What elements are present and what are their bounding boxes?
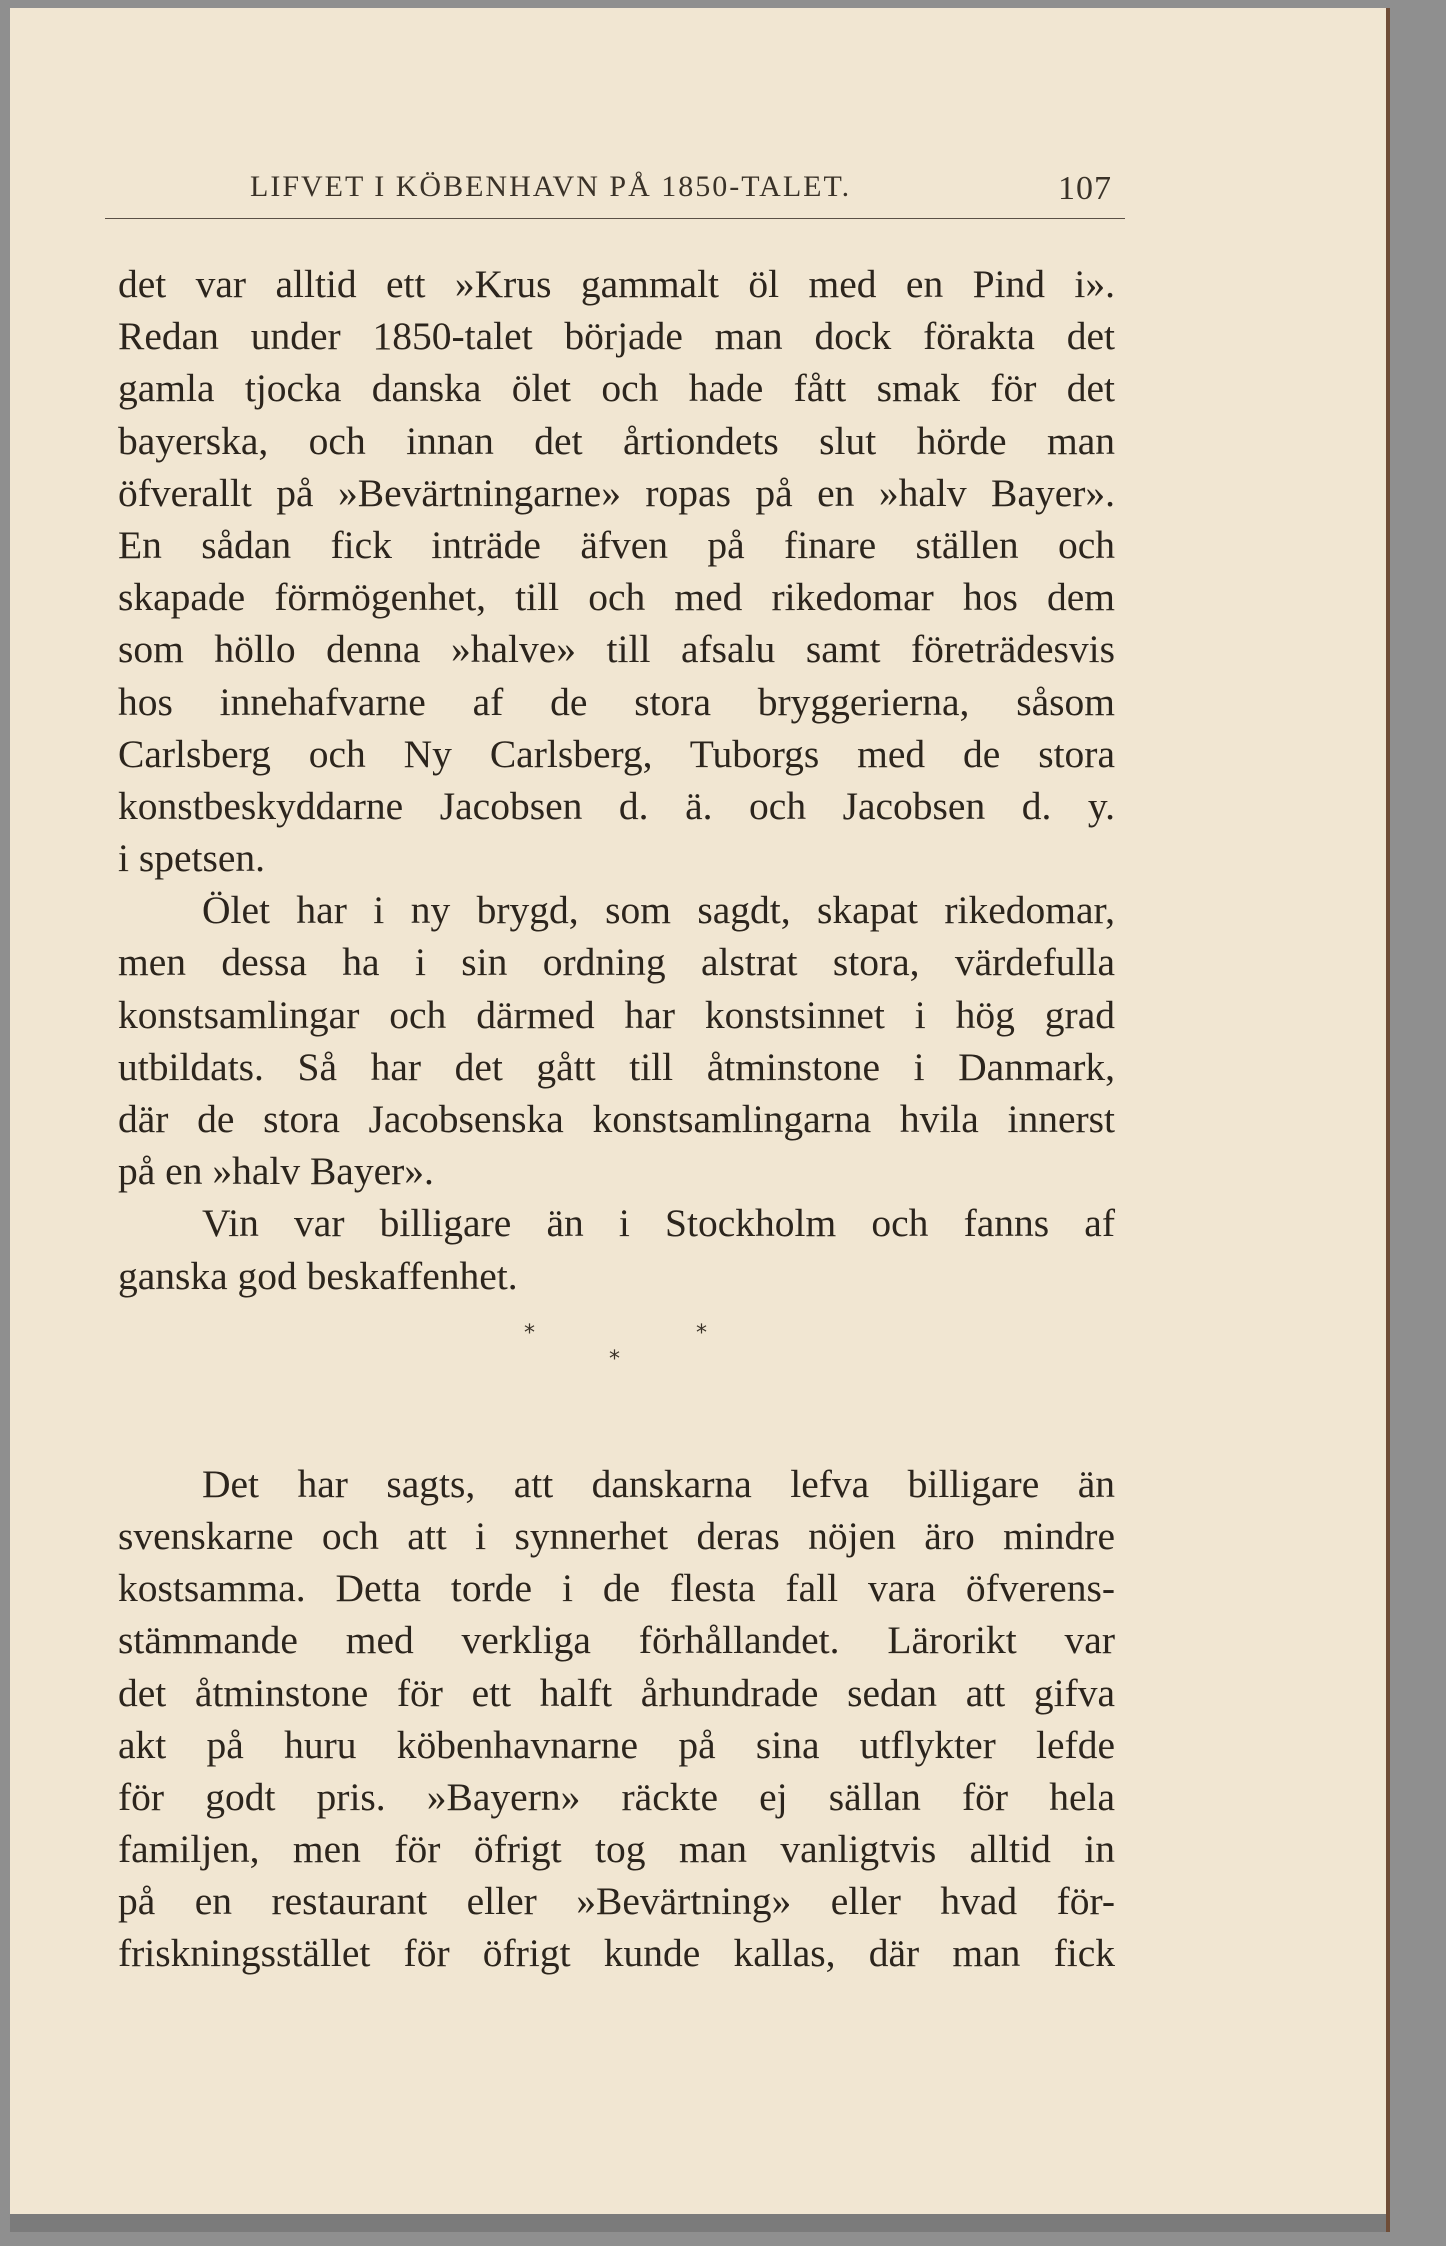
- paragraph-3: [118, 1197, 1115, 1301]
- section-separator: [118, 1302, 1115, 1458]
- text-line: öfverallt på »Bevärtningarne» ropas på en »halv Bayer».: [118, 470, 1115, 515]
- text-line: som höllo denna »halve» till afsalu samt företrädesvis: [118, 627, 1115, 672]
- paragraph-4: [118, 1458, 1115, 1980]
- running-title: LIFVET I KÖBENHAVN PÅ 1850-TALET.: [250, 170, 852, 203]
- text-line: familjen, men för öfrigt tog man vanligtvis alltid in: [118, 1827, 1115, 1872]
- asterisk-ornament: *: [524, 1320, 535, 1346]
- paragraph-1: [118, 258, 1115, 884]
- text-line: utbildats. Så har det gått till åtminstone i Danmark,: [118, 1044, 1115, 1089]
- page-number: 107: [1058, 170, 1112, 207]
- text-line: Det har sagts, att danskarna lefva billigare än: [202, 1461, 1115, 1506]
- text-line: ganska god beskaffenhet.: [118, 1253, 518, 1298]
- text-line: Ölet har i ny brygd, som sagdt, skapat rikedomar,: [202, 888, 1115, 933]
- text-line: friskningsstället för öfrigt kunde kallas, där man fick: [118, 1931, 1115, 1976]
- text-line: det var alltid ett »Krus gammalt öl med en Pind i».: [118, 262, 1115, 306]
- book-page: [10, 8, 1390, 2232]
- text-line: akt på huru köbenhavnarne på sina utflykter lefde: [118, 1722, 1115, 1767]
- asterisk-ornament: *: [609, 1346, 620, 1372]
- text-line: bayerska, och innan det årtiondets slut hörde man: [118, 418, 1115, 463]
- text-line: konstbeskyddarne Jacobsen d. ä. och Jacobsen d. y.: [118, 783, 1115, 828]
- text-line: gamla tjocka danska ölet och hade fått smak för det: [118, 366, 1115, 411]
- text-line: men dessa ha i sin ordning alstrat stora, värdefulla: [118, 940, 1115, 985]
- text-line: det åtminstone för ett halft århundrade sedan att gifva: [118, 1670, 1115, 1715]
- text-line: på en restaurant eller »Bevärtning» eller hvad för-: [118, 1879, 1115, 1924]
- scan-bottom-edge: [10, 2214, 1386, 2232]
- text-line: hos innehafvarne af de stora bryggerierna, såsom: [118, 679, 1115, 724]
- body-text: [118, 258, 1115, 1980]
- text-line: En sådan fick inträde äfven på finare ställen och: [118, 522, 1115, 567]
- text-line: stämmande med verkliga förhållandet. Lärorikt var: [118, 1618, 1115, 1663]
- text-line: kostsamma. Detta torde i de flesta fall vara öfverens-: [118, 1566, 1115, 1611]
- text-line: konstsamlingar och därmed har konstsinnet i hög grad: [118, 992, 1115, 1037]
- asterisk-ornament: *: [696, 1320, 707, 1346]
- text-line: på en »halv Bayer».: [118, 1149, 434, 1194]
- header-rule: [105, 218, 1125, 219]
- text-line: Vin var billigare än i Stockholm och fanns af: [202, 1201, 1115, 1246]
- text-line: för godt pris. »Bayern» räckte ej sällan för hela: [118, 1774, 1115, 1819]
- text-line: skapade förmögenhet, till och med rikedomar hos dem: [118, 575, 1115, 620]
- text-line: där de stora Jacobsenska konstsamlingarna hvila innerst: [118, 1097, 1115, 1141]
- paragraph-2: [118, 884, 1115, 1197]
- text-line: Carlsberg och Ny Carlsberg, Tuborgs med de stora: [118, 731, 1115, 776]
- text-line: svenskarne och att i synnerhet deras nöjen äro mindre: [118, 1513, 1115, 1558]
- text-line: i spetsen.: [118, 836, 266, 881]
- text-line: Redan under 1850-talet började man dock förakta det: [118, 314, 1115, 359]
